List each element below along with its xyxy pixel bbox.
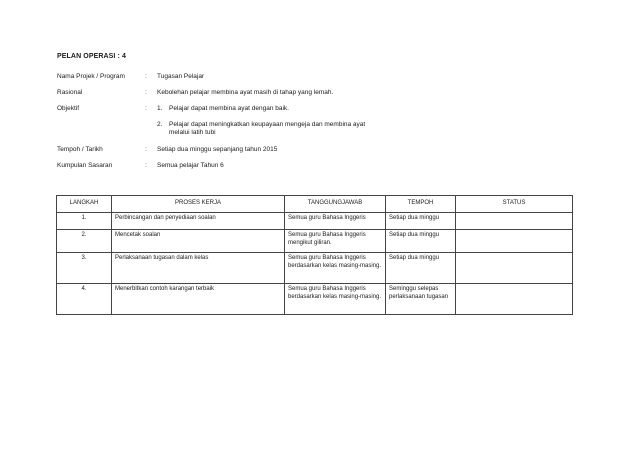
- header-langkah: LANGKAH: [57, 196, 112, 213]
- cell-tanggungjawab: Semua guru Bahasa Inggeris berdasarkan kelas masing-masing.: [285, 284, 386, 315]
- header-tempoh: TEMPOH: [386, 196, 456, 213]
- cell-proses-kerja: Menerbitkan contoh karangan terbaik: [112, 284, 285, 315]
- operations-table: [56, 195, 573, 315]
- cell-tempoh: Seminggu selepas perlaksanaan tugasan: [386, 284, 456, 315]
- cell-status: [456, 230, 573, 253]
- objective-text: Pelajar dapat meningkatkan keupayaan mengeja dan membina ayat melalui latih tubi: [169, 121, 366, 136]
- cell-proses-kerja: Mencetak soalan: [112, 230, 285, 253]
- field-label: Rasional: [57, 89, 83, 96]
- table-row: [57, 284, 573, 315]
- objective-number: 1.: [157, 105, 163, 112]
- cell-tempoh: Setiap dua minggu: [386, 230, 456, 253]
- cell-langkah: 1.: [57, 213, 112, 230]
- header-status: STATUS: [456, 196, 573, 213]
- cell-langkah: 4.: [57, 284, 112, 315]
- header-tanggungjawab: TANGGUNGJAWAB: [285, 196, 386, 213]
- cell-langkah: 2.: [57, 230, 112, 253]
- cell-tanggungjawab: Semua guru Bahasa Inggeris mengikut giliran.: [285, 230, 386, 253]
- cell-proses-kerja: Perbincangan dan penyediaan soalan: [112, 213, 285, 230]
- table-row: [57, 213, 573, 230]
- field-label: Nama Projek / Program: [57, 73, 125, 80]
- field-colon: :: [145, 162, 147, 169]
- cell-tanggungjawab: Semua guru Bahasa Inggeris berdasarkan kelas masing-masing.: [285, 253, 386, 284]
- field-colon: :: [145, 73, 147, 80]
- field-label: Kumpulan Sasaran: [57, 162, 113, 169]
- cell-status: [456, 213, 573, 230]
- cell-langkah: 3.: [57, 253, 112, 284]
- objective-number: 2.: [157, 121, 163, 128]
- objective-text: Pelajar dapat membina ayat dengan baik.: [169, 105, 289, 112]
- field-label: Objektif: [57, 105, 80, 112]
- field-colon: :: [145, 89, 147, 96]
- cell-tempoh: Setiap dua minggu: [386, 253, 456, 284]
- table-row: [57, 230, 573, 253]
- table-row: [57, 253, 573, 284]
- cell-proses-kerja: Perlaksanaan tugasan dalam kelas: [112, 253, 285, 284]
- cell-tempoh: Setiap dua minggu: [386, 213, 456, 230]
- cell-status: [456, 284, 573, 315]
- header-proses-kerja: PROSES KERJA: [112, 196, 285, 213]
- table-header-row: [57, 196, 573, 213]
- cell-status: [456, 253, 573, 284]
- cell-tanggungjawab: Semua guru Bahasa Inggeris: [285, 213, 386, 230]
- document-title: PELAN OPERASI : 4: [57, 53, 126, 60]
- field-colon: :: [145, 146, 147, 153]
- field-value: Kebolehan pelajar membina ayat masih di tahap yang lemah.: [157, 89, 334, 96]
- field-colon: :: [145, 105, 147, 112]
- field-label: Tempoh / Tarikh: [57, 146, 103, 153]
- field-value: Semua pelajar Tahun 6: [157, 162, 224, 169]
- field-value: Tugasan Pelajar: [157, 73, 205, 80]
- field-value: Setiap dua minggu sepanjang tahun 2015: [157, 146, 278, 153]
